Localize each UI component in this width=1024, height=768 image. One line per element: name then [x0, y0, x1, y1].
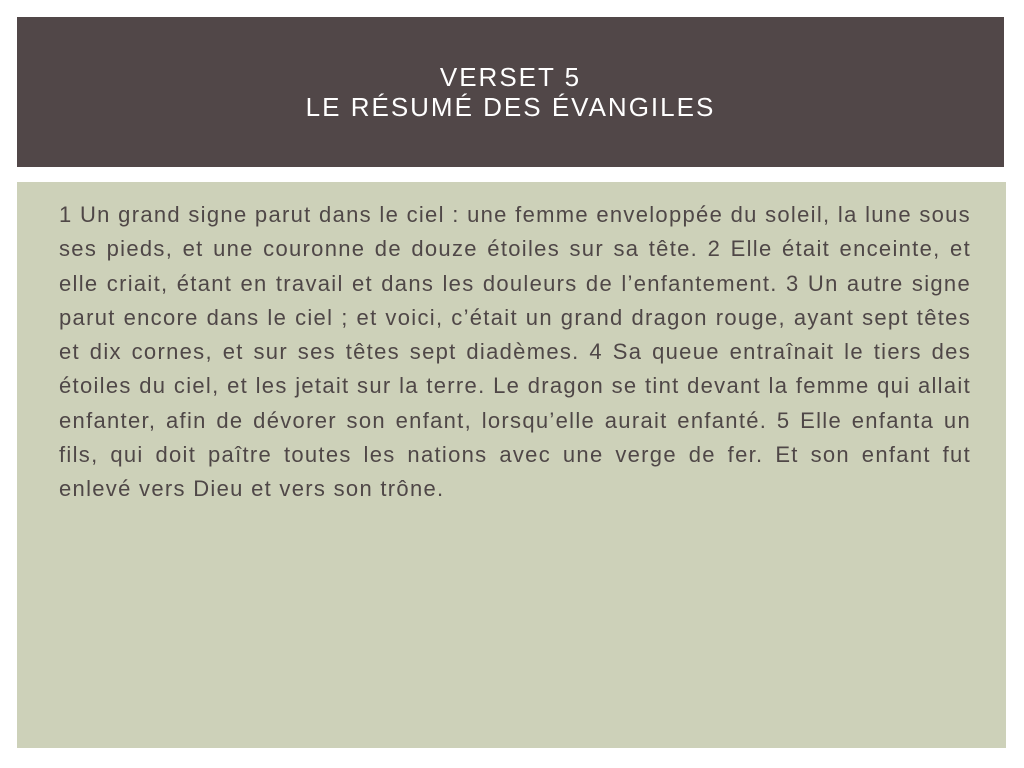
- slide-title-line-2: LE RÉSUMÉ DES ÉVANGILES: [305, 92, 716, 122]
- slide-title-line-1: VERSET 5: [439, 62, 582, 92]
- title-band: [17, 17, 1004, 167]
- content-panel: [17, 182, 1006, 748]
- verse-body-text: 1 Un grand signe parut dans le ciel : une femme enveloppée du soleil, la lune sous ses pieds, et une couronne de douze étoiles sur sa tête. 2 Elle était enceinte, et elle criait, étant en travail et dans les douleurs de l’enfantement. 3 Un autre signe parut encore dans le ciel ; et voici, c’était un grand dragon rouge, ayant sept têtes et dix cornes, et sur ses têtes sept diadèmes. 4 Sa queue entraînait le tiers des étoiles du ciel, et les jetait sur la terre. Le dragon se tint devant la femme qui allait enfanter, afin de dévorer son enfant, lorsqu’elle aurait enfanté. 5 Elle enfanta un fils, qui doit paître toutes les nations avec une verge de fer. Et son enfant fut enlevé vers Dieu et vers son trône.: [59, 202, 971, 502]
